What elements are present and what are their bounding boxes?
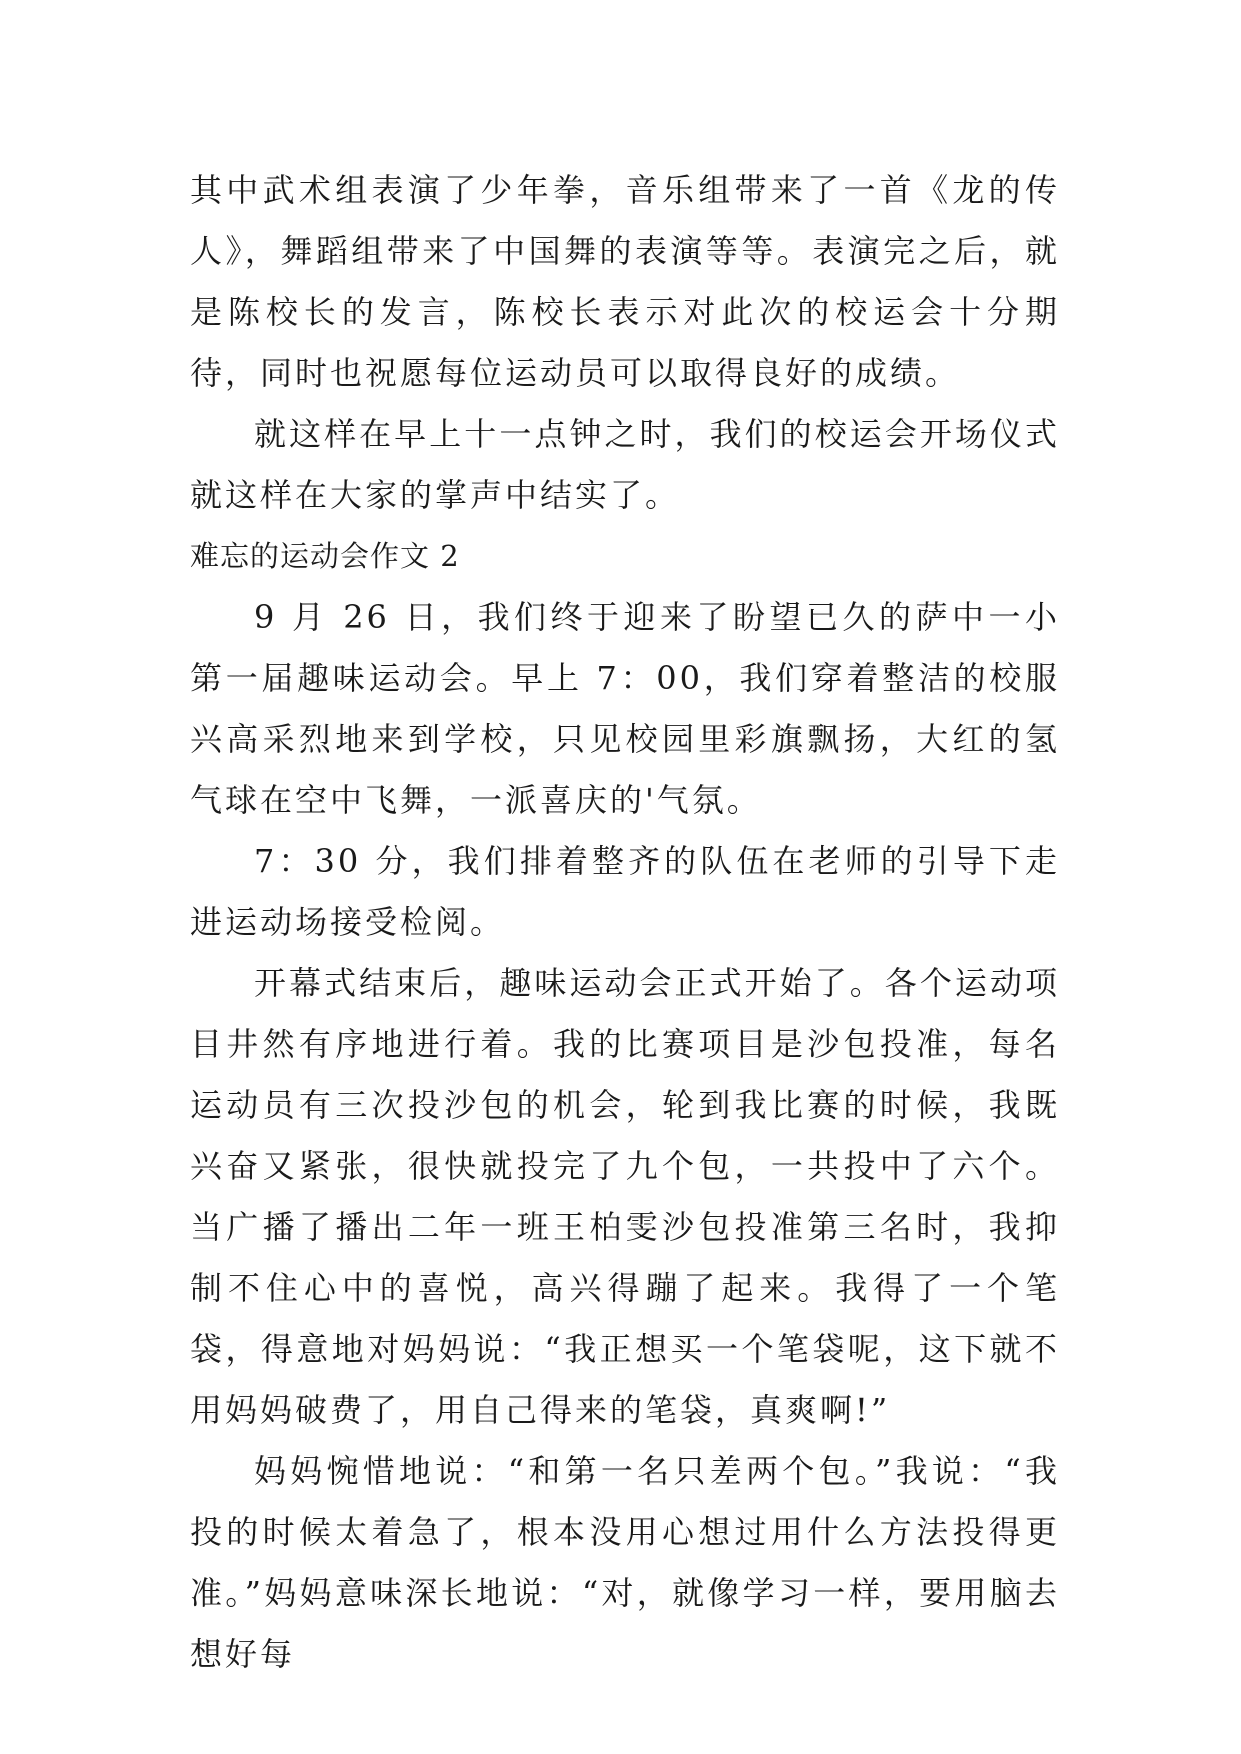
paragraph: 就这样在早上十一点钟之时，我们的校运会开场仪式就这样在大家的掌声中结实了。 [190, 415, 1060, 514]
paragraph: 7：30 分，我们排着整齐的队伍在老师的引导下走进运动场接受检阅。 [190, 842, 1060, 941]
paragraph: 9 月 26 日，我们终于迎来了盼望已久的萨中一小第一届趣味运动会。早上 7：00，我们穿着整洁的校服兴高采烈地来到学校，只见校园里彩旗飘扬，大红的氢气球在空中飞舞，一派喜庆的'气氛。 [190, 598, 1060, 819]
document-page [190, 160, 1060, 1685]
section-heading: 难忘的运动会作文 2 [190, 539, 460, 573]
paragraph: 妈妈惋惜地说：“和第一名只差两个包。”我说：“我投的时候太着急了，根本没用心想过用什么方法投得更准。”妈妈意味深长地说：“对，就像学习一样，要用脑去想好每 [190, 1452, 1060, 1673]
paragraph: 开幕式结束后，趣味运动会正式开始了。各个运动项目井然有序地进行着。我的比赛项目是沙包投准，每名运动员有三次投沙包的机会，轮到我比赛的时候，我既兴奋又紧张，很快就投完了九个包，一共投中了六个。当广播了播出二年一班王柏雯沙包投准第三名时，我抑制不住心中的喜悦，高兴得蹦了起来。我得了一个笔袋，得意地对妈妈说：“我正想买一个笔袋呢，这下就不用妈妈破费了，用自己得来的笔袋，真爽啊!” [190, 964, 1060, 1429]
paragraph: 其中武术组表演了少年拳，音乐组带来了一首《龙的传人》，舞蹈组带来了中国舞的表演等等。表演完之后，就是陈校长的发言，陈校长表示对此次的校运会十分期待，同时也祝愿每位运动员可以取得良好的成绩。 [190, 171, 1060, 392]
